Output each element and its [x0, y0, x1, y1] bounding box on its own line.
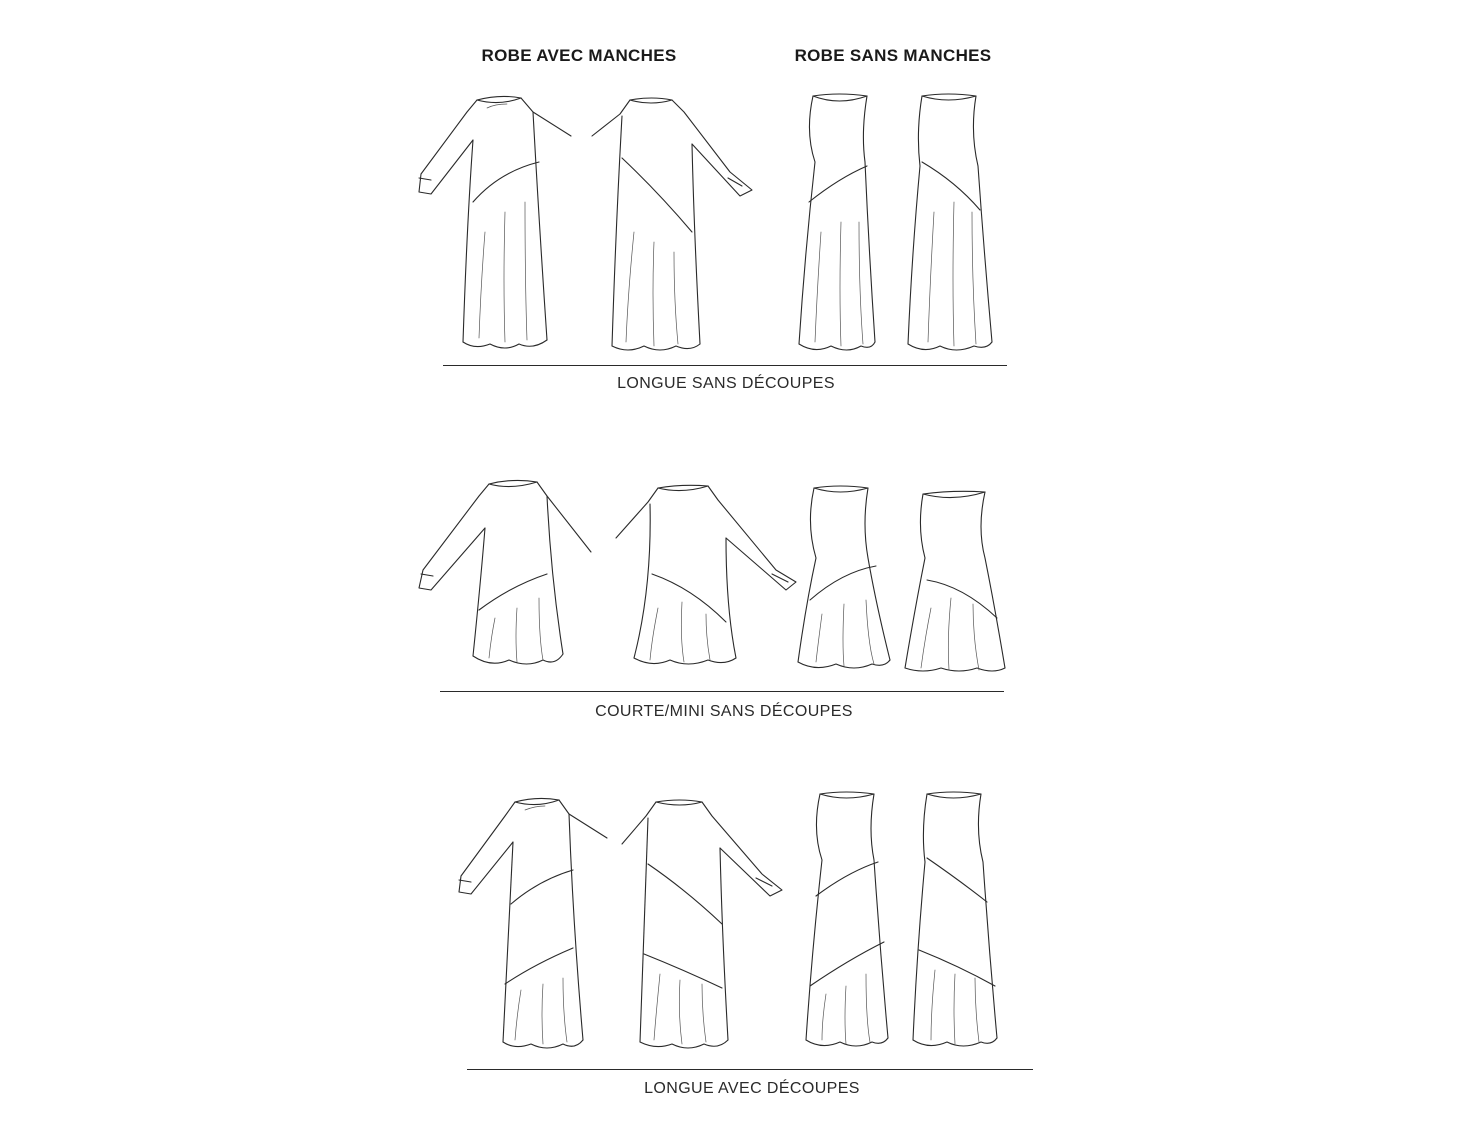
- sketch-panel-sleeved-back: [618, 794, 786, 1052]
- sketch-long-sleeveless-front: [795, 92, 880, 354]
- row-caption-2: COURTE/MINI SANS DÉCOUPES: [595, 703, 853, 720]
- row-divider-1: [443, 365, 1007, 366]
- sketch-panel-sleeveless-back: [909, 790, 1001, 1052]
- sketch-panel-sleeved-front: [455, 794, 610, 1052]
- sketch-long-sleeved-back: [588, 92, 758, 354]
- sketch-long-sleeveless-back: [904, 92, 996, 354]
- heading-sleeved: ROBE AVEC MANCHES: [481, 46, 677, 65]
- sketch-short-sleeveless-front: [794, 484, 894, 672]
- row-caption-1: LONGUE SANS DÉCOUPES: [617, 375, 835, 392]
- sketch-long-sleeved-front: [415, 92, 580, 354]
- sketch-short-sleeved-front: [415, 478, 593, 668]
- row-divider-2: [440, 691, 1004, 692]
- row-caption-3: LONGUE AVEC DÉCOUPES: [644, 1080, 860, 1097]
- heading-sleeveless: ROBE SANS MANCHES: [794, 46, 992, 65]
- sketch-panel-sleeveless-front: [802, 790, 894, 1052]
- sketch-short-sleeveless-back: [901, 488, 1009, 674]
- row-divider-3: [467, 1069, 1033, 1070]
- sketch-short-sleeved-back: [612, 478, 800, 670]
